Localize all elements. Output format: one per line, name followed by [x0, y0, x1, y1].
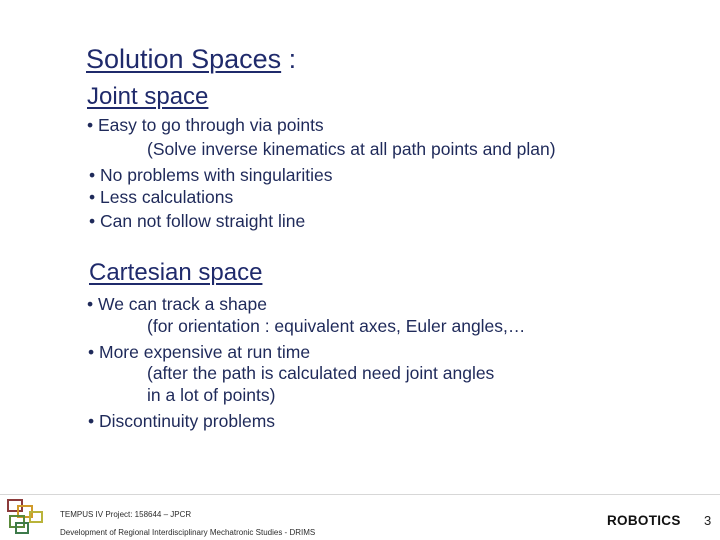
footer-divider [0, 494, 720, 495]
cartesian-space-subline-3: in a lot of points) [147, 385, 276, 405]
joint-space-subline-1: (Solve inverse kinematics at all path points and plan) [147, 139, 556, 159]
slide-title-suffix: : [281, 44, 297, 74]
cartesian-space-bullet-2: • More expensive at run time [88, 342, 311, 362]
page-number: 3 [704, 513, 712, 528]
cartesian-space-bullet-3: • Discontinuity problems [88, 411, 276, 431]
footer-program: Development of Regional Interdisciplinary Mechatronic Studies - DRIMS [60, 528, 316, 537]
slide-title-main: Solution Spaces [86, 44, 282, 74]
cartesian-space-bullet-1: • We can track a shape [87, 294, 267, 314]
cartesian-space-subline-2: (after the path is calculated need joint angles [147, 363, 495, 383]
slide-title [86, 44, 296, 75]
joint-space-bullet-4: • Can not follow straight line [89, 211, 306, 231]
cartesian-space-heading: Cartesian space [89, 259, 263, 286]
joint-space-bullet-1: • Easy to go through via points [87, 115, 324, 135]
footer-brand: ROBOTICS [607, 513, 681, 528]
drims-logo-icon [4, 498, 48, 536]
joint-space-heading: Joint space [87, 83, 209, 110]
joint-space-bullet-2: • No problems with singularities [89, 165, 333, 185]
joint-space-bullet-3: • Less calculations [89, 187, 234, 207]
footer-project: TEMPUS IV Project: 158644 – JPCR [60, 510, 192, 519]
cartesian-space-subline-1: (for orientation : equivalent axes, Euler angles,… [147, 316, 526, 336]
